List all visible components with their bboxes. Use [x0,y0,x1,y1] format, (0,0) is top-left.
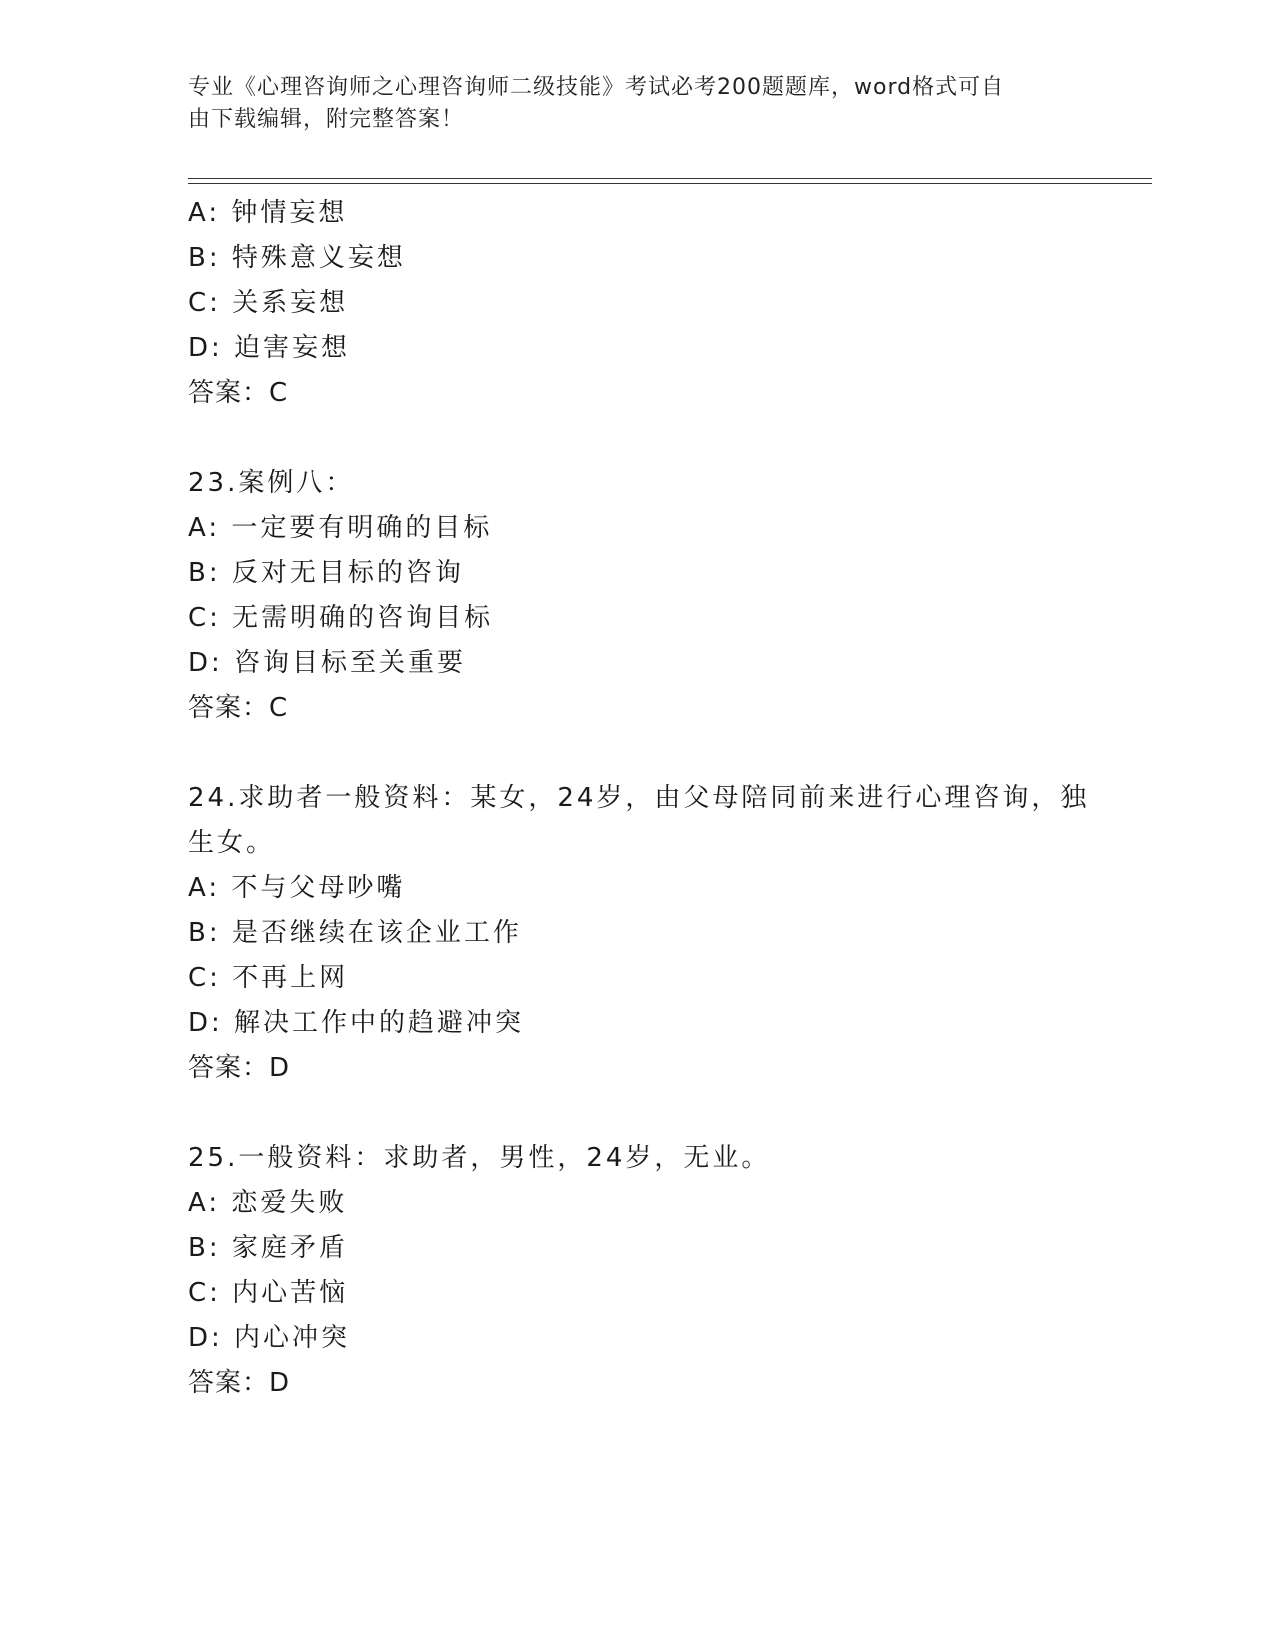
header-divider-bottom [188,183,1152,184]
document-header [188,72,1068,136]
header-line-1: 专业《心理咨询师之心理咨询师二级技能》考试必考200题题库，word格式可自 [188,75,1005,100]
header-divider-top [188,178,1152,179]
q24-answer: 答案：D [188,1053,291,1083]
q23-option-c: C: 无需明确的咨询目标 [188,603,494,633]
q22-option-b: B: 特殊意义妄想 [188,243,406,273]
q24-option-c: C: 不再上网 [188,963,349,993]
q25-option-c: C: 内心苦恼 [188,1278,349,1308]
q22-option-d: D: 迫害妄想 [188,333,351,363]
q23-option-d: D: 咨询目标至关重要 [188,648,467,678]
q24-stem-line-1: 24.求助者一般资料：某女，24岁，由父母陪同前来进行心理咨询，独 [188,783,1090,813]
q24-option-b: B: 是否继续在该企业工作 [188,918,522,948]
q22-option-a: A: 钟情妄想 [188,198,348,228]
q23-answer: 答案：C [188,693,289,723]
q25-stem: 25.一般资料：求助者，男性，24岁，无业。 [188,1143,771,1173]
q23-stem: 23.案例八： [188,468,355,498]
q23-option-b: B: 反对无目标的咨询 [188,558,464,588]
q22-option-c: C: 关系妄想 [188,288,349,318]
q24-option-a: A: 不与父母吵嘴 [188,873,406,903]
q22-answer: 答案：C [188,378,289,408]
q25-option-d: D: 内心冲突 [188,1323,351,1353]
q23-option-a: A: 一定要有明确的目标 [188,513,493,543]
q25-answer: 答案：D [188,1368,291,1398]
q25-option-b: B: 家庭矛盾 [188,1233,348,1263]
header-line-2: 由下载编辑，附完整答案！ [188,107,465,132]
q24-option-d: D: 解决工作中的趋避冲突 [188,1008,525,1038]
q24-stem-line-2: 生女。 [188,828,276,858]
q25-option-a: A: 恋爱失败 [188,1188,348,1218]
